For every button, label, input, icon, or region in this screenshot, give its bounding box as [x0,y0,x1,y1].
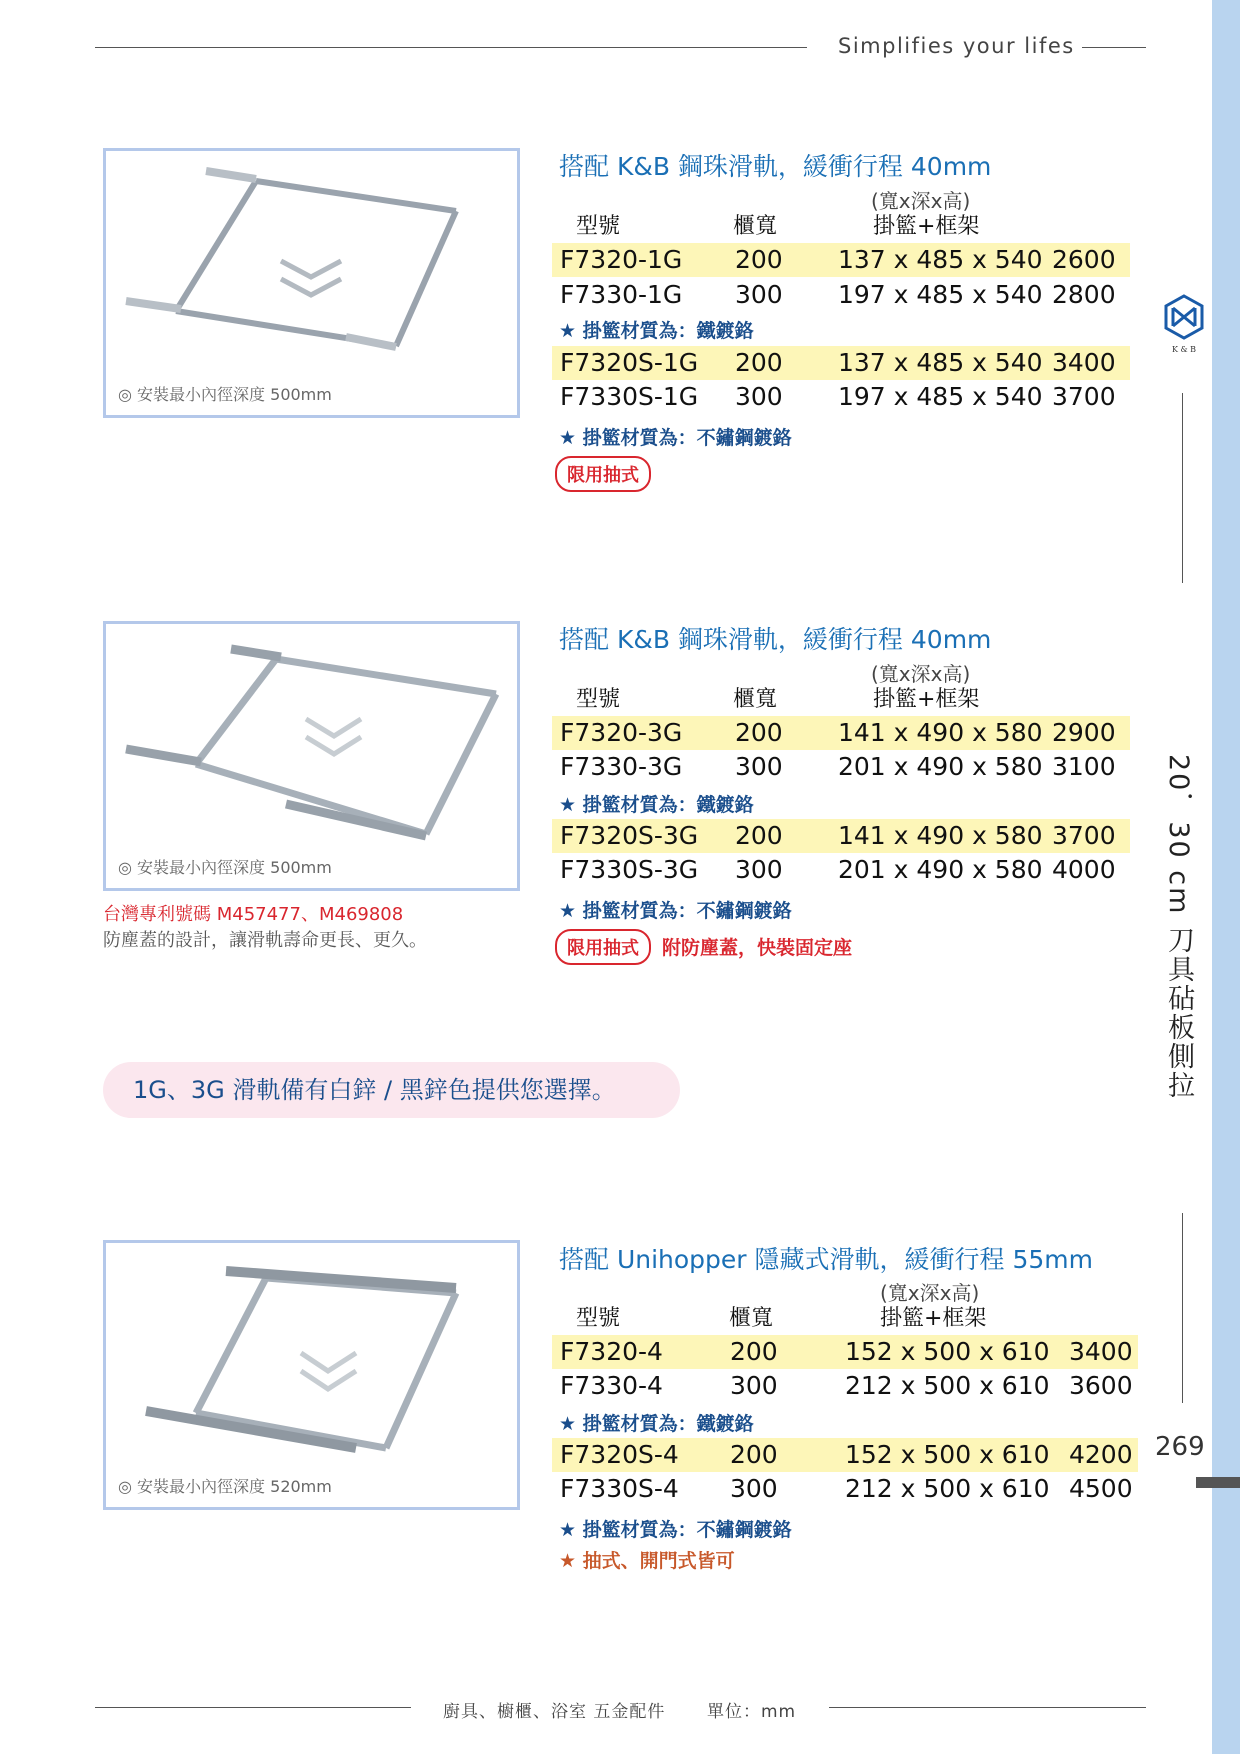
table-row [552,278,1130,312]
width-cell: 300 [735,280,783,309]
col-model-header: 型號 [576,1306,621,1331]
page-number: 269 [1155,1432,1205,1462]
material-note: ★ 掛籃材質為：不鏽鋼鍍鉻 [559,427,792,449]
price-cell: 4000 [1052,855,1116,884]
price-cell: 3100 [1052,752,1116,781]
side-rule-top [1182,393,1183,583]
model-cell: F7330S-4 [560,1474,679,1503]
price-cell: 3400 [1052,348,1116,377]
table-row [552,716,1130,750]
side-rule-bottom [1182,1213,1183,1403]
header-rule-right [1082,47,1146,48]
side-color-bar [1212,0,1240,1754]
model-cell: F7320-3G [560,718,683,747]
model-cell: F7330-3G [560,752,683,781]
page-tab-bar [1196,1477,1240,1488]
dim-cell: 137 x 485 x 540 [838,245,1043,274]
drawer-only-badge: 限用抽式 [555,456,651,492]
price-cell: 2800 [1052,280,1116,309]
patent-number: 台灣專利號碼 M457477、M469808 [103,904,404,925]
dust-cover-feature: 附防塵蓋，快裝固定座 [662,937,853,959]
col-model-header: 型號 [576,214,621,239]
dim-unit-note: (寬x深x高) [880,1281,980,1305]
price-cell: 3700 [1052,821,1116,850]
logo-text: K & B [1171,345,1197,354]
material-note: ★ 掛籃材質為：不鏽鋼鍍鉻 [559,1519,792,1541]
section-title: 搭配 K&B 鋼珠滑軌，緩衝行程 40mm [559,152,992,181]
frame-illustration [106,1243,517,1507]
install-depth-note: ◎ 安裝最小內徑深度 520mm [118,1477,332,1496]
col-dim-header: 掛籃+框架 [873,214,980,239]
footer-category: 廚具、櫥櫃、浴室 五金配件 [443,1702,666,1722]
section-title: 搭配 Unihopper 隱藏式滑軌，緩衝行程 55mm [559,1245,1093,1274]
model-cell: F7320S-1G [560,348,699,377]
width-cell: 200 [730,1440,778,1469]
table-row [552,346,1130,380]
drawer-only-badge: 限用抽式 [555,929,651,965]
header-rule-left [95,47,807,48]
price-cell: 3700 [1052,382,1116,411]
width-cell: 300 [735,752,783,781]
table-row [552,853,1130,887]
table-row [552,750,1130,784]
model-cell: F7320-4 [560,1337,663,1366]
product-photo-4 [103,1240,520,1510]
model-cell: F7320S-3G [560,821,699,850]
footer-rule-right [829,1707,1146,1708]
dim-cell: 197 x 485 x 540 [838,382,1043,411]
color-options-pill: 1G、3G 滑軌備有白鋅 / 黑鋅色提供您選擇。 [103,1062,680,1118]
dim-cell: 201 x 490 x 580 [838,855,1043,884]
install-depth-note: ◎ 安裝最小內徑深度 500mm [118,385,332,404]
frame-illustration [106,151,517,415]
dim-cell: 212 x 500 x 610 [845,1371,1050,1400]
mount-type-note: ★ 抽式、開門式皆可 [559,1550,735,1572]
width-cell: 200 [735,245,783,274]
width-cell: 300 [735,855,783,884]
price-cell: 4200 [1069,1440,1133,1469]
side-category-title: 20．30 cm 刀具砧板側拉 [1163,754,1194,1101]
dim-cell: 152 x 500 x 610 [845,1337,1050,1366]
material-note: ★ 掛籃材質為：鐵鍍鉻 [559,794,754,816]
table-row [552,819,1130,853]
product-photo-3g [103,621,520,891]
col-width-header: 櫃寬 [729,1306,774,1331]
model-cell: F7330-1G [560,280,683,309]
col-dim-header: 掛籃+框架 [880,1306,987,1331]
col-model-header: 型號 [576,687,621,712]
dim-cell: 141 x 490 x 580 [838,821,1043,850]
price-cell: 3600 [1069,1371,1133,1400]
width-cell: 200 [730,1337,778,1366]
footer-rule-left [95,1707,411,1708]
table-row [552,1335,1138,1369]
model-cell: F7330-4 [560,1371,663,1400]
price-cell: 3400 [1069,1337,1133,1366]
dim-cell: 152 x 500 x 610 [845,1440,1050,1469]
col-width-header: 櫃寬 [733,687,778,712]
price-cell: 2900 [1052,718,1116,747]
width-cell: 300 [730,1371,778,1400]
install-depth-note: ◎ 安裝最小內徑深度 500mm [118,858,332,877]
table-row [552,1369,1138,1403]
dim-unit-note: (寬x深x高) [871,189,971,213]
dust-cover-description: 防塵蓋的設計，讓滑軌壽命更長、更久。 [103,930,427,951]
model-cell: F7330S-1G [560,382,699,411]
kb-logo-icon [1164,294,1204,356]
model-cell: F7320S-4 [560,1440,679,1469]
width-cell: 300 [730,1474,778,1503]
dim-cell: 197 x 485 x 540 [838,280,1043,309]
material-note: ★ 掛籃材質為：鐵鍍鉻 [559,320,754,342]
width-cell: 200 [735,821,783,850]
price-cell: 2600 [1052,245,1116,274]
table-row [552,1472,1138,1506]
dim-cell: 141 x 490 x 580 [838,718,1043,747]
section-title: 搭配 K&B 鋼珠滑軌，緩衝行程 40mm [559,625,992,654]
table-row [552,243,1130,277]
col-width-header: 櫃寬 [733,214,778,239]
footer-unit: 單位：mm [707,1702,797,1722]
width-cell: 200 [735,348,783,377]
col-dim-header: 掛籃+框架 [873,687,980,712]
header-tagline: Simplifies your lifes [838,34,1075,58]
dim-unit-note: (寬x深x高) [871,662,971,686]
product-photo-1g [103,148,520,418]
frame-illustration [106,624,517,888]
material-note: ★ 掛籃材質為：鐵鍍鉻 [559,1413,754,1435]
dim-cell: 212 x 500 x 610 [845,1474,1050,1503]
table-row [552,1438,1138,1472]
dim-cell: 201 x 490 x 580 [838,752,1043,781]
model-cell: F7330S-3G [560,855,699,884]
width-cell: 200 [735,718,783,747]
width-cell: 300 [735,382,783,411]
material-note: ★ 掛籃材質為：不鏽鋼鍍鉻 [559,900,792,922]
price-cell: 4500 [1069,1474,1133,1503]
table-row [552,380,1130,414]
dim-cell: 137 x 485 x 540 [838,348,1043,377]
model-cell: F7320-1G [560,245,683,274]
